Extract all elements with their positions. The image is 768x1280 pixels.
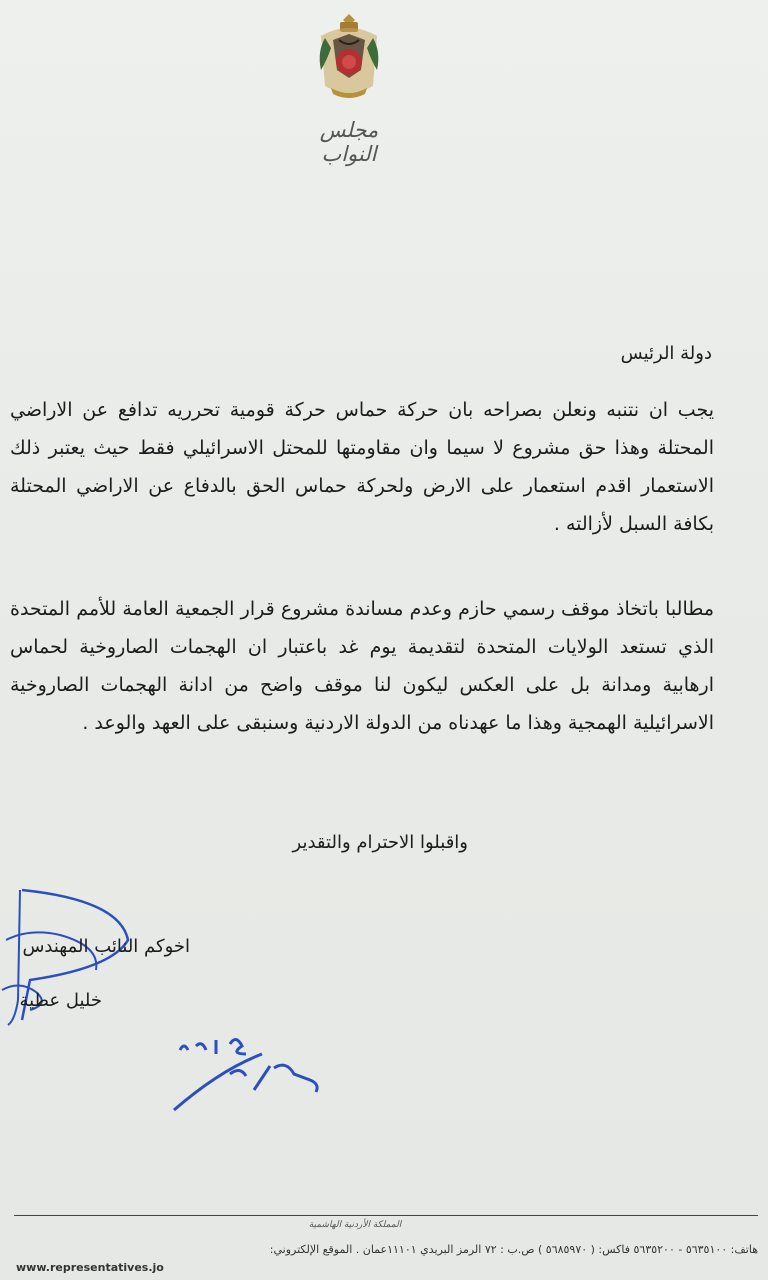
paragraph-2: مطالبا باتخاذ موقف رسمي حازم وعدم مساندة مشروع قرار الجمعية العامة للأمم المتحدة الذي تستعد الولايات المتحدة لتقديمة يوم غد باعتبار ان الهجمات الصاروخية لحماس ارهابية ومدانة بل على العكس ليكون لنا موقف واضح من ادانة الهجمات الصاروخية الاسرائيلية الهمجية وهذا ما عهدناه من الدولة الاردنية وسنبقى على العهد والوعد . [10,598,714,734]
signatory-name: خليل عطية [19,990,102,1011]
closing-line: واقبلوا الاحترام والتقدير [292,832,468,853]
footer-emblem-text: المملكة الأردنية الهاشمية [308,1220,402,1230]
jordan-coat-of-arms-icon [309,8,389,106]
paragraph-1: يجب ان نتنبه ونعلن بصراحه بان حركة حماس حركة قومية تحرريه تدافع عن الاراضي المحتلة وهذا حق مشروع لا سيما وان مقاومتها للمحتل الاسرائيلي فقط حيث يعتبر ذلك الاستعمار اقدم استعمار على الارض ولحركة حماس الحق بالدفاع عن الاراضي المحتلة بكافة السبل لأزالته . [10,399,714,535]
footer-website-link[interactable]: www.representatives.jo [16,1261,164,1274]
salutation: دولة الرئيس [620,343,712,364]
footer-divider [14,1215,758,1216]
signatory-title: اخوكم النائب المهندس [22,936,190,957]
footer-contact-info: هاتف: ٥٦٣٥١٠٠ - ٥٦٣٥٢٠٠ فاكس: ( ٥٦٨٥٩٧٠ ) ص.ب : ٧٢ الرمز البريدي ١١١٠١عمان . الموقع الإلكتروني: [269,1243,758,1256]
handwritten-date [170,1030,330,1116]
council-name: مجلس النواب [319,118,379,166]
